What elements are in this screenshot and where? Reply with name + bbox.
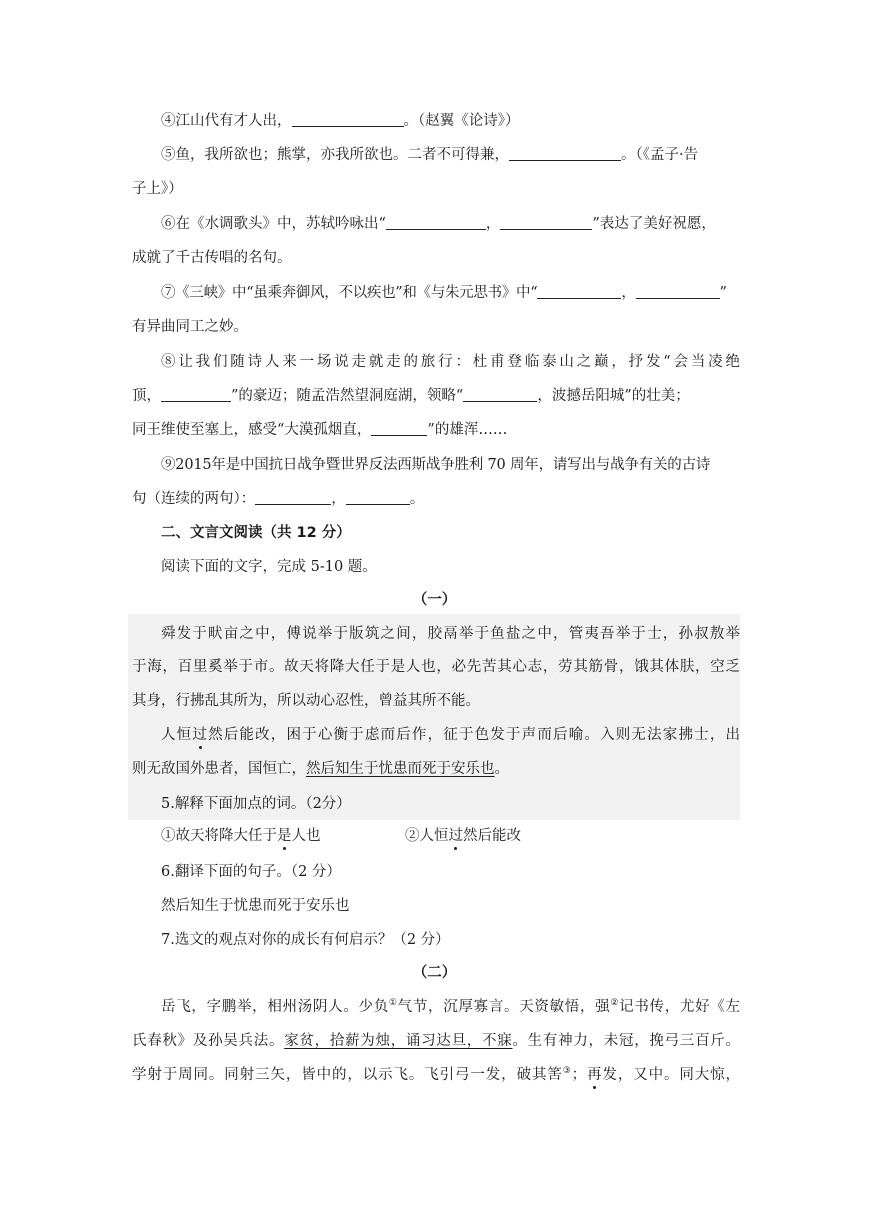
fill-question-6: ⑥在《水调歌头》中，苏轼吟咏出“ ， ”表达了美好祝愿， xyxy=(161,216,716,232)
passage-3-line: 氏春秋》及孙吴兵法。家贫，拾薪为烛，诵习达旦，不寐。生有神力，未冠，挽弓三百斤。 xyxy=(132,1033,741,1049)
fill-question-8-line3: 同王维使至塞上，感受“大漠孤烟直， ”的雄浑…… xyxy=(132,422,508,438)
answer-blank[interactable] xyxy=(255,490,331,505)
emphasis-dot-char: 再 xyxy=(586,1067,603,1083)
fill-question-8-line2: 顶， ”的豪迈；随孟浩然望洞庭湖，领略“ ，波撼岳阳城”的壮美； xyxy=(132,388,690,404)
answer-blank[interactable] xyxy=(386,215,486,230)
emphasis-dot-char: 是 xyxy=(277,828,292,844)
answer-blank[interactable] xyxy=(371,421,427,436)
fill-question-6-cont: 成就了千古传唱的名句。 xyxy=(132,250,292,266)
question-5: 5.解释下面加点的词。（2分） xyxy=(161,796,351,812)
footnote-mark: ① xyxy=(388,998,398,1009)
question-5-items: ①故天将降大任于是人也 ②人恒过然后能改 xyxy=(161,828,521,844)
answer-blank[interactable] xyxy=(346,490,410,505)
underlined-sentence: 然后知生于忧患而死于安乐也 xyxy=(306,761,495,777)
answer-blank[interactable] xyxy=(161,387,231,402)
answer-blank[interactable] xyxy=(463,387,537,402)
passage-2-line: 人恒过然后能改，困于心衡于虑而后作，征于色发于声而后喻。入则无法家拂士，出 xyxy=(161,727,741,743)
emphasis-dot-char: 过 xyxy=(448,828,463,844)
passage-1-line: 舜发于畎亩之中，傅说举于版筑之间，胶鬲举于鱼盐之中，管夷吾举于士，孙叔敖举 xyxy=(161,626,740,642)
part-heading-1: （一） xyxy=(412,592,457,608)
fill-question-7-cont: 有异曲同工之妙。 xyxy=(132,319,248,335)
answer-blank[interactable] xyxy=(636,284,720,299)
fill-question-9-line2: 句（连续的两句）： ， 。 xyxy=(132,491,425,507)
passage-1-line: 于海，百里奚举于市。故天将降大任于是人也，必先苦其心志，劳其筋骨，饿其体肤，空乏 xyxy=(132,659,740,675)
underlined-sentence: 家贫，拾薪为烛，诵习达旦，不寐 xyxy=(284,1033,513,1049)
footnote-mark: ③ xyxy=(562,1066,572,1077)
passage-3-line: 学射于周同。同射三矢，皆中的，以示飞。飞引弓一发，破其筈③；再发，又中。同大惊， xyxy=(132,1066,740,1083)
answer-blank[interactable] xyxy=(500,215,592,230)
footnote-mark: ② xyxy=(610,998,620,1009)
passage-2-line: 则无敌国外患者，国恒亡，然后知生于忧患而死于安乐也。 xyxy=(132,761,509,777)
section-instruction: 阅读下面的文字，完成 5-10 题。 xyxy=(161,559,377,575)
part-heading-2: （二） xyxy=(412,965,457,981)
fill-question-4: ④江山代有才人出， 。（赵翼《论诗》） xyxy=(161,113,520,129)
fill-question-5-cont: 子上》） xyxy=(132,181,183,197)
passage-background xyxy=(128,614,740,820)
fill-question-8: ⑧让我们随诗人来一场说走就走的旅行：杜甫登临泰山之巅，抒发“会当凌绝 xyxy=(161,354,740,370)
question-6-sentence: 然后知生于忧患而死于安乐也 xyxy=(161,898,350,914)
answer-blank[interactable] xyxy=(509,146,621,161)
fill-question-9: ⑨2015年是中国抗日战争暨世界反法西斯战争胜利 70 周年，请写出与战争有关的古诗 xyxy=(161,457,711,473)
question-7: 7.选文的观点对你的成长有何启示？（2 分） xyxy=(161,932,450,948)
fill-question-5: ⑤鱼，我所欲也；熊掌，亦我所欲也。二者不可得兼， 。（《孟子·告 xyxy=(161,147,699,163)
section-title: 二、文言文阅读（共 12 分） xyxy=(161,525,351,541)
question-6: 6.翻译下面的句子。（2 分） xyxy=(161,864,341,880)
emphasis-dot-char: 过 xyxy=(192,727,209,743)
passage-1-line: 其身，行拂乱其所为，所以动心忍性，曾益其所不能。 xyxy=(132,693,480,709)
answer-blank[interactable] xyxy=(537,284,621,299)
passage-3-line: 岳飞，字鹏举，相州汤阴人。少负①气节，沉厚寡言。天资敏悟，强②记书传，尤好《左 xyxy=(161,998,741,1015)
fill-question-7: ⑦《三峡》中“虽乘奔御风，不以疾也”和《与朱元思书》中“ ， ” xyxy=(161,285,727,301)
answer-blank[interactable] xyxy=(292,112,404,127)
